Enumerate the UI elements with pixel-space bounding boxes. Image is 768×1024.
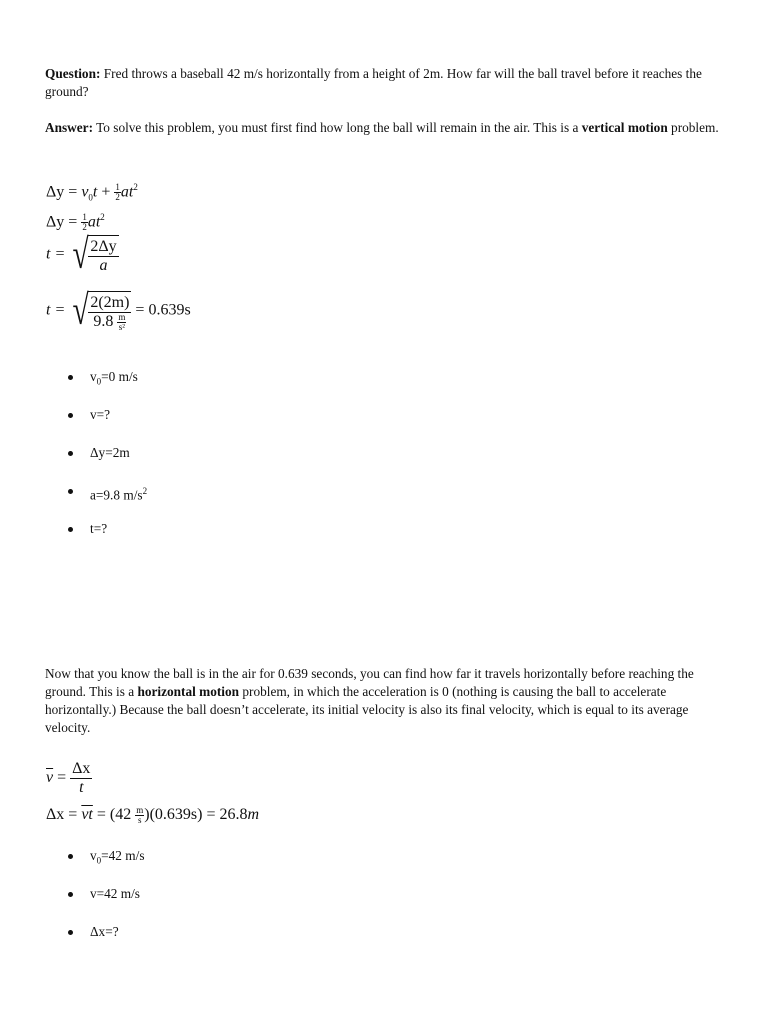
question-text: Fred throws a baseball 42 m/s horizontally from a height of 2m. How far will the ball travel before it reaches the ground? [45, 66, 702, 99]
list-item: a=9.8 $m/s^2$ [68, 482, 147, 520]
question-label: Question: [45, 66, 101, 81]
list-item: Δx=? [68, 923, 145, 961]
horizontal-known-values-list [68, 847, 145, 961]
equation-time-formula: t = √ $\frac{2\Delta y}{a}$ [46, 232, 117, 278]
list-item: Δy=2m [68, 444, 147, 482]
horizontal-paragraph: Now that you know the ball is in the air for 0.639 seconds, you can find how far it travels horizontally before reaching the ground. This is a horizontal motion problem, in which the acceleration is 0 (nothing is causing the ball to accelerate horizontally.) Because the ball doesn’t accelerate, its initial velocity is also its final velocity, which is equal to its average velocity. [45, 666, 694, 735]
answer-text-after: problem. [667, 120, 719, 135]
list-item: t=? [68, 520, 147, 558]
equation-kinematic: $\Delta y = v_0t$ + $\frac{1}{2}$ $at^2$ [46, 182, 138, 203]
question-paragraph [45, 65, 725, 101]
horizontal-bold-term: horizontal motion [137, 684, 240, 699]
equation-simplified: Δy = $\frac{1}{2}$ $at^2$ [46, 212, 105, 233]
list-item: $v_0=42$ m/s [68, 847, 145, 885]
answer-paragraph [45, 119, 725, 137]
answer-bold-term: vertical motion [581, 120, 668, 135]
answer-label: Answer: [45, 120, 94, 135]
list-item: v=? [68, 406, 147, 444]
equation-time-result: t = √ 2(2m) 9.8 $\frac{m}{\text{s²}}$ = 0.639s [46, 288, 191, 334]
list-item: $v_0=0$ m/s [68, 368, 147, 406]
answer-text-before: To solve this problem, you must first find how long the ball will remain in the air. This is a [93, 120, 582, 135]
list-item: v=42 m/s [68, 885, 145, 923]
equation-distance: $\Delta x = \overline{vt} = (42$ $\frac{m}{s}$ )(0.639s) = 26.8m [46, 805, 260, 825]
vertical-known-values-list [68, 368, 147, 558]
equation-average-velocity: $\overline{v}$ = $\frac{\Delta x}{t}$ [46, 760, 91, 796]
